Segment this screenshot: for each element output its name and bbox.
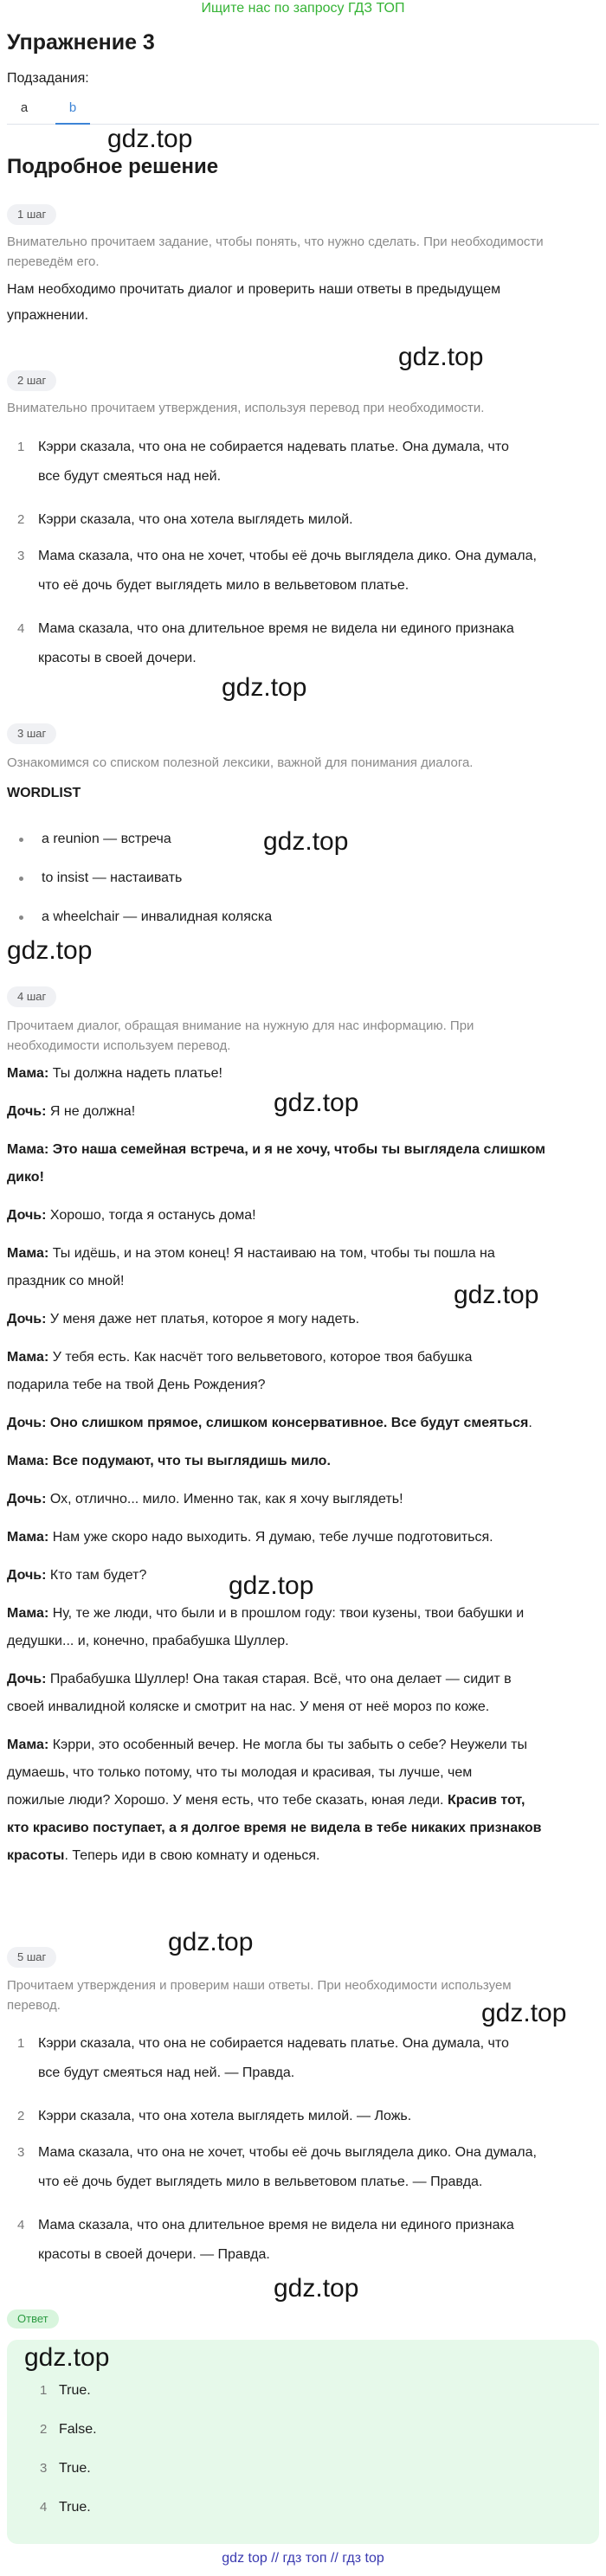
answer-item: True. [59, 2383, 91, 2398]
dialogue-line: Мама: Ты должна надеть платье! [7, 1066, 222, 1081]
dialogue-line: Мама: Кэрри, это особенный вечер. Не могла бы ты забыть о себе? Неужели ты думаешь, что только потому, что ты молодая и красивая, ты лучше, чем пожилые люди? Хорошо. У меня есть, что тебе сказать, юная леди. Красив тот, кто красиво поступает, а я долгое время не видела в тебе никаких признаков красоты. Теперь иди в свою комнату и оденься. [7, 1738, 542, 1863]
watermark: gdz.top [7, 936, 93, 965]
answer-number: 1 [40, 2383, 48, 2398]
list-number: 2 [17, 2109, 25, 2123]
step-2-note: Внимательно прочитаем утверждения, используя перевод при необходимости. [7, 401, 485, 415]
top-banner[interactable]: Ищите нас по запросу ГДЗ ТОП [201, 1, 405, 16]
list-item: Мама сказала, что она длительное время не видела ни единого признака красоты в своей дочери. — Правда. [38, 2218, 514, 2262]
step-4-note: Прочитаем диалог, обращая внимание на нужную для нас информацию. При необходимости используем перевод. [7, 1018, 474, 1053]
list-item: Кэрри сказала, что она хотела выглядеть милой. — Ложь. [38, 2109, 412, 2123]
exercise-title: Упражнение 3 [7, 30, 155, 55]
bullet [19, 838, 23, 842]
list-item: Мама сказала, что она длительное время не видела ни единого признака красоты в своей дочери. [38, 621, 514, 665]
watermark: gdz.top [454, 1281, 539, 1309]
dialogue-line: Мама: Это наша семейная встреча, и я не хочу, чтобы ты выглядела слишком дико! [7, 1142, 545, 1185]
step-1-note: Внимательно прочитаем задание, чтобы понять, что нужно сделать. При необходимости переведём его. [7, 234, 544, 269]
list-number: 3 [17, 2145, 25, 2160]
dialogue-line: Дочь: Я не должна! [7, 1104, 136, 1119]
dialogue-line: Дочь: Оно слишком прямое, слишком консервативное. Все будут смеяться. [7, 1416, 532, 1430]
answer-item: False. [59, 2422, 97, 2437]
list-item: Мама сказала, что она не хочет, чтобы её дочь выглядела дико. Она думала, что её дочь будет выглядеть мило в вельветовом платье. — Правда. [38, 2145, 537, 2189]
dialogue-line: Дочь: У меня даже нет платья, которое я могу надеть. [7, 1312, 360, 1327]
bullet [19, 915, 23, 920]
answer-badge: Ответ [7, 2309, 59, 2329]
watermark: gdz.top [274, 2274, 359, 2303]
dialogue-line: Дочь: Кто там будет? [7, 1568, 147, 1583]
step-5-badge: 5 шаг [7, 1947, 56, 1968]
list-number: 1 [17, 440, 25, 454]
list-number: 4 [17, 2218, 25, 2232]
watermark: gdz.top [24, 2343, 110, 2372]
dialogue-line: Дочь: Прабабушка Шуллер! Она такая старая. Всё, что она делает — сидит в своей инвалидной коляске и смотрит на нас. У меня от неё мороз по коже. [7, 1672, 512, 1714]
word-item: a wheelchair — инвалидная коляска [42, 909, 273, 924]
list-item: Мама сказала, что она не хочет, чтобы её дочь выглядела дико. Она думала, что её дочь будет выглядеть мило в вельветовом платье. [38, 549, 537, 593]
watermark: gdz.top [168, 1928, 254, 1956]
watermark: gdz.top [274, 1089, 359, 1117]
list-item: Кэрри сказала, что она не собирается надевать платье. Она думала, что все будут смеяться над ней. — Правда. [38, 2036, 509, 2080]
step-1-badge: 1 шаг [7, 204, 56, 225]
step-1-text: Нам необходимо прочитать диалог и проверить наши ответы в предыдущем упражнении. [7, 282, 501, 323]
word-item: to insist — настаивать [42, 870, 183, 885]
dialogue-line: Мама: Все подумают, что ты выглядишь мило. [7, 1454, 331, 1468]
bullet [19, 877, 23, 881]
solution-title: Подробное решение [7, 155, 219, 178]
wordlist-title: WORDLIST [7, 786, 81, 800]
list-number: 2 [17, 512, 25, 527]
step-2-badge: 2 шаг [7, 370, 56, 391]
watermark: gdz.top [481, 1999, 567, 2027]
subtasks-label: Подзадания: [7, 71, 89, 86]
answer-number: 2 [40, 2422, 48, 2437]
dialogue-line: Дочь: Хорошо, тогда я останусь дома! [7, 1208, 256, 1223]
footer-links[interactable]: gdz top // гдз топ // гдз top [222, 2551, 384, 2566]
list-number: 4 [17, 621, 25, 636]
watermark: gdz.top [222, 673, 307, 702]
dialogue-line: Мама: Нам уже скоро надо выходить. Я думаю, тебе лучше подготовиться. [7, 1530, 493, 1545]
dialogue-line: Мама: У тебя есть. Как насчёт того вельветового, которое твоя бабушка подарила тебе на твой День Рождения? [7, 1350, 473, 1392]
step-3-note: Ознакомимся со списком полезной лексики, важной для понимания диалога. [7, 755, 474, 770]
dialogue [7, 1060, 599, 1870]
dialogue-line: Дочь: Ох, отлично... мило. Именно так, как я хочу выглядеть! [7, 1492, 403, 1506]
answer-box [7, 2340, 599, 2544]
word-item: a reunion — встреча [42, 832, 171, 846]
dialogue-line: Мама: Ты идёшь, и на этом конец! Я настаиваю на том, чтобы ты пошла на праздник со мной! [7, 1246, 495, 1288]
answer-item: True. [59, 2500, 91, 2515]
step-4-badge: 4 шаг [7, 986, 56, 1007]
step-3-badge: 3 шаг [7, 723, 56, 744]
tab-a[interactable]: a [20, 100, 29, 115]
answer-item: True. [59, 2461, 91, 2476]
watermark: gdz.top [107, 125, 193, 153]
tab-b[interactable]: b [55, 100, 90, 115]
watermark: gdz.top [229, 1571, 314, 1600]
list-item: Кэрри сказала, что она хотела выглядеть милой. [38, 512, 353, 527]
step-5-note: Прочитаем утверждения и проверим наши ответы. При необходимости используем перевод. [7, 1978, 512, 2013]
answer-number: 3 [40, 2461, 48, 2476]
dialogue-line: Мама: Ну, те же люди, что были и в прошлом году: твои кузены, твои бабушки и дедушки... и, конечно, прабабушка Шуллер. [7, 1606, 525, 1648]
list-number: 3 [17, 549, 25, 563]
list-item: Кэрри сказала, что она не собирается надевать платье. Она думала, что все будут смеяться над ней. [38, 440, 509, 484]
watermark: gdz.top [398, 343, 484, 371]
subtask-tabs [7, 93, 599, 125]
list-number: 1 [17, 2036, 25, 2051]
watermark: gdz.top [263, 827, 349, 856]
answer-number: 4 [40, 2500, 48, 2515]
